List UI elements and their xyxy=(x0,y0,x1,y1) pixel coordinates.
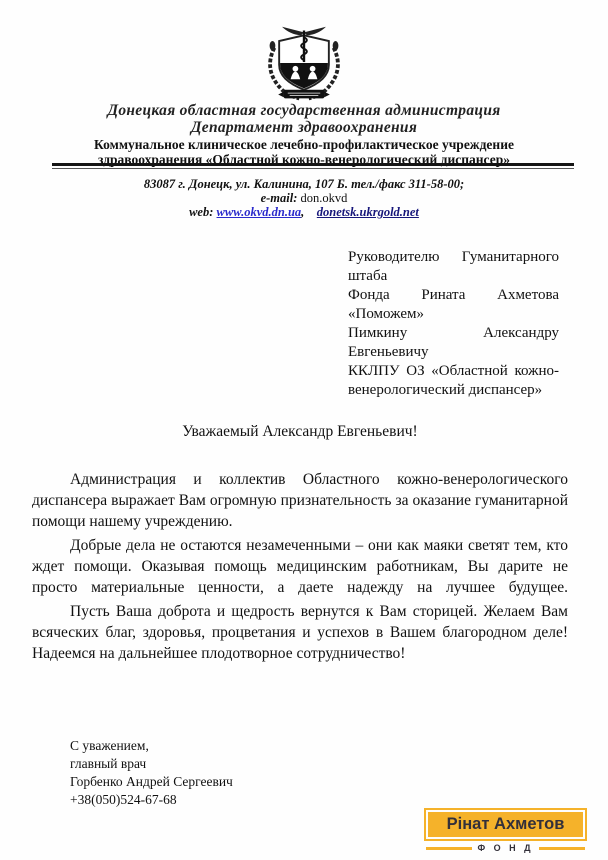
health-department-emblem xyxy=(261,22,347,104)
letterhead-divider xyxy=(52,163,574,169)
caduceus-shield-icon xyxy=(261,22,347,104)
letter-body xyxy=(32,469,568,667)
website-link-okvd[interactable]: www.okvd.dn.ua xyxy=(216,205,302,219)
email-line xyxy=(0,191,608,206)
email-label: e-mail: xyxy=(260,191,298,205)
web-separator: , xyxy=(301,205,305,219)
recipient-line: Пимкину Александру xyxy=(348,325,559,341)
foundation-logo-subline xyxy=(424,843,587,853)
organization-name-line2: здравоохранения «Областной кожно-венерологический диспансер» xyxy=(98,152,510,167)
recipient-line: ККЛПУ ОЗ «Областной кожно- xyxy=(348,363,559,379)
body-paragraph-2: Добрые дела не остаются незамеченными – они как маяки светят тем, кто ждет помощи. Оказывая помощь медицинским работникам, Вы дарите не просто материальные ценности, а даете надежду на лучшее будущее. xyxy=(32,537,568,596)
foundation-logo-fond-text: Ф О Н Д xyxy=(477,843,534,853)
salutation: Уважаемый Александр Евгеньевич! xyxy=(182,423,418,440)
signature-block xyxy=(70,737,233,809)
department-name: Департамент здравоохранения xyxy=(190,119,418,136)
organization-name-line1: Коммунальное клиническое лечебно-профилактическое учреждение xyxy=(94,137,514,152)
administration-name: Донецкая областная государственная администрация xyxy=(107,102,501,119)
foundation-logo-name: Рінат Ахметов xyxy=(428,812,583,837)
website-link-ukrgold[interactable]: donetsk.ukrgold.net xyxy=(316,205,419,219)
recipient-line: венерологический диспансер» xyxy=(348,382,543,398)
recipient-line: штаба xyxy=(348,268,388,284)
address-line: 83087 г. Донецк, ул. Калинина, 107 Б. тел./факс 311-58-00; xyxy=(143,177,465,191)
logo-rule-right xyxy=(539,847,585,850)
body-paragraph-1: Администрация и коллектив Областного кожно-венерологического диспансера выражает Вам огромную признательность за оказание гуманитарной помощи нашему учреждению. xyxy=(32,471,568,530)
web-line xyxy=(0,205,608,220)
recipient-line: Фонда Рината Ахметова xyxy=(348,287,559,303)
signature-title: главный врач xyxy=(70,756,147,771)
body-paragraph-3: Пусть Ваша доброта и щедрость вернутся к Вам сторицей. Желаем Вам всяческих благ, здоровья, процветания и успехов в Вашем благородном деле! Надеемся на дальнейшее плодотворное сотрудничество! xyxy=(32,603,568,662)
recipient-line: «Поможем» xyxy=(348,306,424,322)
recipient-line: Руководителю Гуманитарного xyxy=(348,249,559,265)
rinat-akhmetov-foundation-logo xyxy=(424,808,587,853)
logo-rule-left xyxy=(426,847,472,850)
recipient-block xyxy=(348,248,559,400)
signature-closing: С уважением, xyxy=(70,738,149,753)
foundation-logo-frame xyxy=(424,808,587,841)
signature-phone: +38(050)524-67-68 xyxy=(70,792,177,807)
signature-name: Горбенко Андрей Сергеевич xyxy=(70,774,233,789)
web-label: web: xyxy=(189,205,214,219)
recipient-line: Евгеньевичу xyxy=(348,344,429,360)
email-value: don.okvd xyxy=(300,191,348,205)
